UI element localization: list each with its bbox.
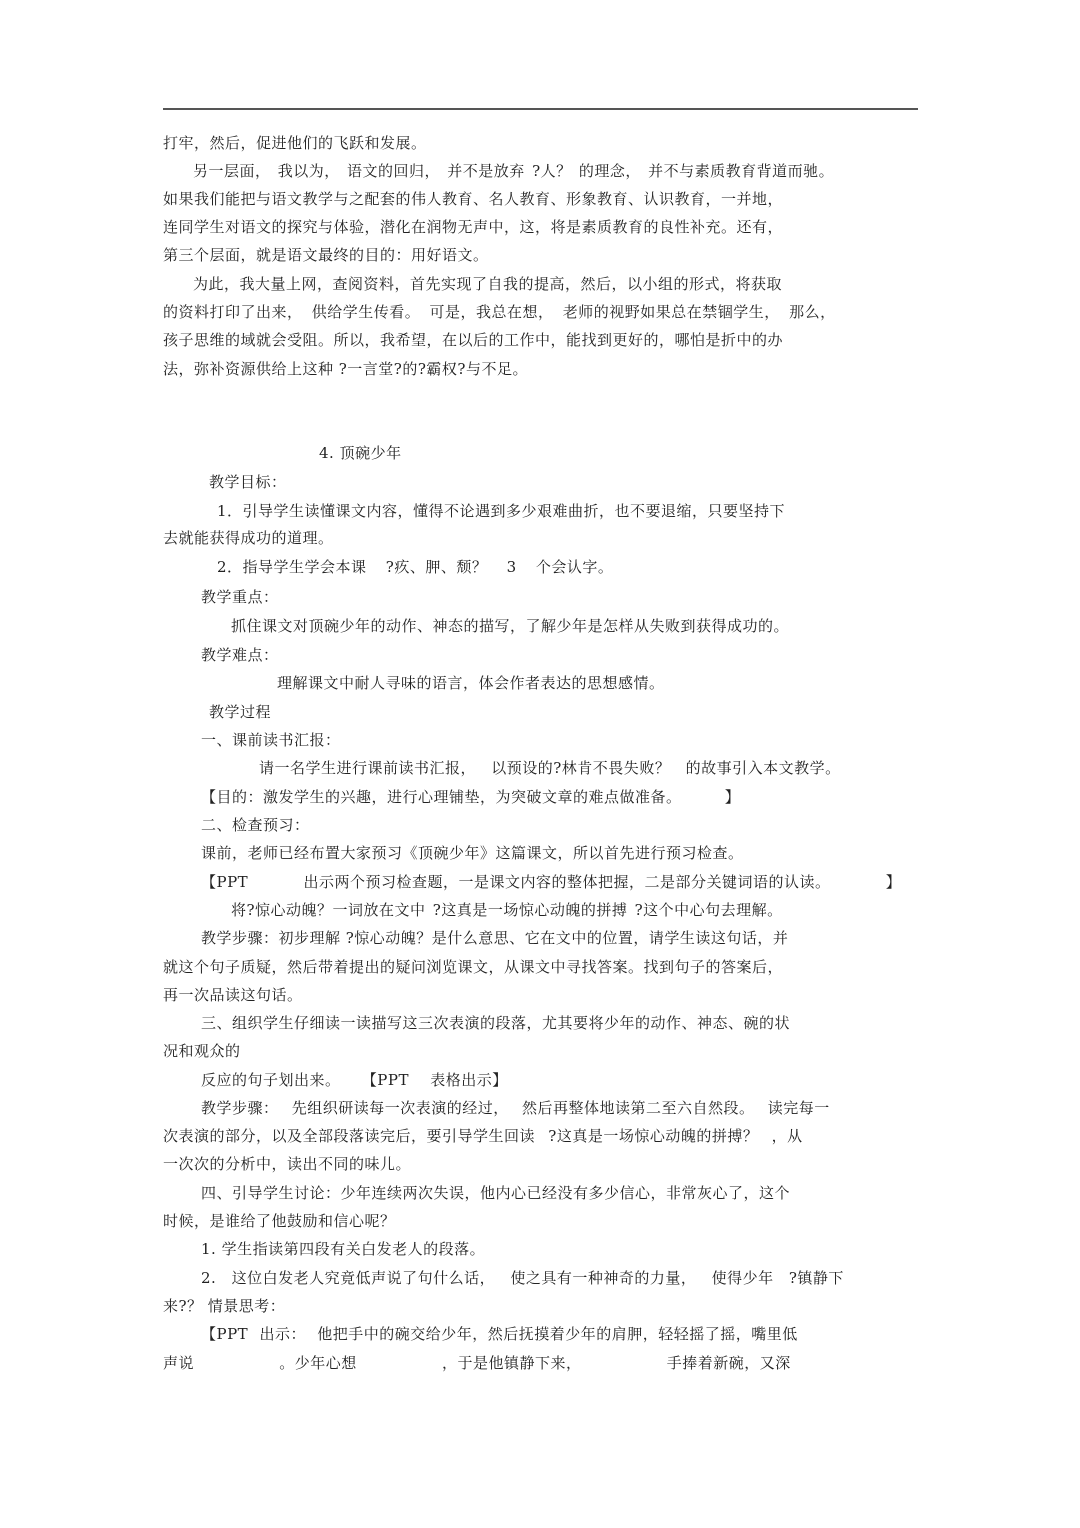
- text-line: 另一层面， 我以为， 语文的回归， 并不是放弃 ?人？ 的理念， 并不与素质教育背道而驰。: [193, 162, 835, 180]
- text-line: 时候，是谁给了他鼓励和信心呢？: [163, 1212, 396, 1230]
- text-line: 课前，老师已经布置大家预习《顶碗少年》这篇课文，所以首先进行预习检查。: [201, 844, 744, 862]
- text-line: 来?？ 情景思考：: [163, 1297, 286, 1315]
- text-line: 教学步骤： 先组织研读每一次表演的经过， 然后再整体地读第二至六自然段。 读完每一: [201, 1099, 830, 1117]
- text-line: 【PPT 出示： 他把手中的碗交给少年，然后抚摸着少年的肩胛，轻轻摇了摇，嘴里低: [201, 1325, 798, 1343]
- text-line: 的资料打印了出来， 供给学生传看。 可是，我总在想， 老师的视野如果总在禁锢学生， 那么，: [163, 303, 836, 321]
- text-line: 四、引导学生讨论：少年连续两次失误，他内心已经没有多少信心，非常灰心了，这个: [201, 1184, 791, 1202]
- text-line: 孩子思维的域就会受阻。所以，我希望，在以后的工作中，能找到更好的，哪怕是折中的办: [163, 331, 784, 349]
- text-line: 2. 这位白发老人究竟低声说了句什么话， 使之具有一种神奇的力量， 使得少年 ?镇静下: [201, 1269, 844, 1287]
- text-line: 再一次品读这句话。: [163, 986, 303, 1004]
- text-line: 理解课文中耐人寻味的语言，体会作者表达的思想感情。: [277, 674, 665, 692]
- text-line: 一、课前读书汇报：: [201, 731, 341, 749]
- text-line: 1．引导学生读懂课文内容，懂得不论遇到多少艰难曲折，也不要退缩，只要坚持下: [217, 502, 786, 520]
- text-line: 【目的：激发学生的兴趣，进行心理铺垫，为突破文章的难点做准备。 】: [201, 788, 741, 806]
- text-line: 将?惊心动魄？一词放在文中 ?这真是一场惊心动魄的拼搏 ?这个中心句去理解。: [231, 901, 783, 919]
- header-rule: [163, 108, 918, 110]
- text-line: 请一名学生进行课前读书汇报， 以预设的?林肯不畏失败？ 的故事引入本文教学。: [259, 759, 841, 777]
- text-line: 1. 学生指读第四段有关白发老人的段落。: [201, 1240, 486, 1258]
- section-title: 4. 顶碗少年: [319, 444, 402, 462]
- text-line: 一次次的分析中，读出不同的味儿。: [163, 1155, 412, 1173]
- text-line: 教学难点：: [201, 646, 279, 664]
- text-line: 教学重点：: [201, 588, 279, 606]
- text-line: 就这个句子质疑，然后带着提出的疑问浏览课文，从课文中寻找答案。找到句子的答案后，: [163, 958, 784, 976]
- text-line: 教学步骤：初步理解 ?惊心动魄？是什么意思、它在文中的位置，请学生读这句话，并: [201, 929, 789, 947]
- text-line: 打牢，然后，促进他们的飞跃和发展。: [163, 134, 427, 152]
- text-line: 为此，我大量上网，查阅资料，首先实现了自我的提高，然后，以小组的形式，将获取: [193, 275, 783, 293]
- text-line: 连同学生对语文的探究与体验，潜化在润物无声中，这，将是素质教育的良性补充。还有，: [163, 218, 784, 236]
- text-line: 教学目标：: [209, 473, 287, 491]
- text-line: 二、检查预习：: [201, 816, 310, 834]
- text-line: 次表演的部分，以及全部段落读完后，要引导学生回读 ?这真是一场惊心动魄的拼搏？ ，从: [163, 1127, 803, 1145]
- text-line: 抓住课文对顶碗少年的动作、神态的描写，了解少年是怎样从失败到获得成功的。: [231, 617, 790, 635]
- text-line: 三、组织学生仔细读一读描写这三次表演的段落，尤其要将少年的动作、神态、碗的状: [201, 1014, 791, 1032]
- text-line: 如果我们能把与语文教学与之配套的伟人教育、名人教育、形象教育、认识教育，一并地，: [163, 190, 784, 208]
- text-line: 声说 。少年心想 ，于是他镇静下来， 手捧着新碗，又深: [163, 1354, 791, 1372]
- text-line: 2．指导学生学会本课 ?疚、胛、颓？ 3 个会认字。: [217, 558, 614, 576]
- text-line: 第三个层面，就是语文最终的目的：用好语文。: [163, 246, 489, 264]
- text-line: 况和观众的: [163, 1042, 241, 1060]
- text-line: 去就能获得成功的道理。: [163, 529, 334, 547]
- text-line: 反应的句子划出来。 【PPT 表格出示】: [201, 1071, 508, 1089]
- text-line: 【PPT 出示两个预习检查题，一是课文内容的整体把握，二是部分关键词语的认读。 】: [201, 873, 902, 891]
- text-line: 法，弥补资源供给上这种 ?一言堂?的?霸权?与不足。: [163, 360, 528, 378]
- text-line: 教学过程: [209, 703, 272, 721]
